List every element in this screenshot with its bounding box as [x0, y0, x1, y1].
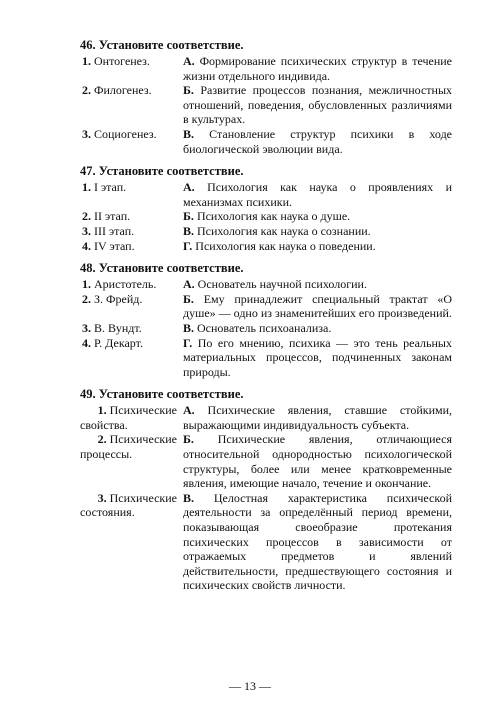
left-term [80, 321, 183, 336]
item-definition: Психические явления, ставшие стойкими, выражающими индивидуальность субъекта. [183, 403, 453, 432]
right-definition [183, 491, 452, 593]
item-number: 1. [82, 180, 91, 195]
item-term-line-2: состояния. [80, 505, 135, 520]
item-number: 1. [82, 54, 91, 68]
match-pair [80, 224, 452, 239]
left-term [80, 292, 183, 307]
match-pair [80, 209, 452, 224]
item-letter: Б. [183, 291, 194, 306]
item-term: III этап. [94, 223, 135, 238]
left-term [80, 239, 183, 254]
item-number: 2. [97, 432, 107, 447]
question-47 [80, 164, 452, 253]
item-number: 2. [82, 83, 91, 98]
right-definition [183, 239, 452, 254]
item-term: З. Фрейд. [94, 291, 143, 306]
left-term [80, 127, 183, 142]
item-definition: Психология как наука о сознании. [197, 223, 371, 238]
left-term [80, 83, 183, 98]
item-letter: В. [183, 223, 195, 238]
item-definition: Основатель психоанализа. [197, 320, 332, 335]
left-term [80, 209, 183, 224]
item-definition: Психология как наука о поведении. [195, 238, 376, 253]
page-content [80, 38, 452, 601]
left-term [80, 277, 183, 292]
item-number: 2. [82, 291, 91, 306]
right-definition [183, 224, 452, 239]
item-term-line-2: свойства. [80, 417, 128, 432]
question-title: 46. Установите соответствие. [80, 38, 244, 52]
question-46 [80, 38, 452, 156]
item-term: Филогенез. [94, 83, 152, 98]
item-letter: В. [183, 490, 195, 505]
item-term: Р. Декарт. [94, 335, 143, 350]
match-pair [80, 277, 452, 292]
item-letter: В. [183, 320, 195, 335]
item-term-line-2: процессы. [80, 447, 133, 462]
match-pair [80, 403, 452, 432]
right-definition [183, 277, 452, 292]
right-definition [183, 432, 452, 490]
left-term [80, 432, 183, 461]
match-pair [80, 239, 452, 254]
item-definition: Психические явления, отличающиеся относительной однородностью психологической структуры, более или менее кратковременные явления, имеющие начало, течение и окончание. [183, 432, 452, 491]
match-pair [80, 292, 452, 321]
match-pair [80, 180, 452, 209]
left-term [80, 180, 183, 195]
item-definition: Развитие процессов познания, межличностных отношений, поведения, обусловленных различиями в культурах. [183, 83, 452, 127]
item-term: В. Вундт. [94, 320, 142, 335]
match-pair [80, 127, 452, 156]
question-title: 47. Установите соответствие. [80, 164, 244, 179]
item-definition: Ему принадлежит специальный трактат «О душе» — одно из знаменитейших его произведений. [183, 291, 452, 321]
item-letter: Б. [183, 83, 194, 98]
item-letter: А. [183, 54, 195, 68]
question-title: 48. Установите соответствие. [80, 261, 244, 276]
right-definition [183, 321, 452, 336]
item-letter: А. [183, 180, 195, 195]
item-number: 3. [97, 490, 107, 505]
left-term [80, 491, 183, 520]
item-number: 4. [82, 238, 91, 253]
right-definition [183, 403, 452, 432]
left-term [80, 224, 183, 239]
item-term: IV этап. [94, 238, 135, 253]
match-pair [80, 54, 452, 83]
item-number: 3. [82, 320, 91, 335]
match-pair [80, 321, 452, 336]
match-pair [80, 491, 452, 593]
item-definition: Становление структур психики в ходе биологической эволюции вида. [183, 126, 452, 156]
item-definition: Психология как наука о проявлениях и механизмах психики. [183, 180, 452, 209]
item-letter: Г. [183, 238, 193, 253]
right-definition [183, 180, 452, 209]
item-letter: Б. [183, 209, 194, 224]
item-number: 1. [82, 277, 91, 292]
match-pair [80, 432, 452, 490]
item-definition: Целостная характеристика психической деятельности за определённый период времени, показывающая своеобразие протекания психических процессов в зависимости от отражаемых предметов и явлений действительности, предшествующего состояния и психических свойств личности. [183, 490, 452, 593]
item-definition: По его мнению, психика — это тень реальных материальных процессов, подчиненных законам природы. [183, 335, 452, 379]
item-term: I этап. [94, 180, 127, 195]
item-definition: Психология как наука о душе. [196, 209, 351, 224]
item-definition: Формирование психических структур в течение жизни отдельного индивида. [183, 54, 453, 83]
item-term: II этап. [94, 209, 131, 224]
right-definition [183, 83, 452, 127]
item-letter: В. [183, 126, 195, 141]
match-pair [80, 336, 452, 380]
item-definition: Основатель научной психологии. [197, 277, 367, 292]
left-term [80, 403, 183, 432]
item-letter: А. [183, 277, 195, 292]
left-term [80, 54, 183, 69]
item-number: 2. [82, 209, 91, 224]
question-48 [80, 261, 452, 379]
match-pair [80, 83, 452, 127]
right-definition [183, 336, 452, 380]
item-letter: Г. [183, 335, 193, 350]
item-number: 1. [97, 403, 107, 418]
question-49 [80, 387, 452, 593]
question-title: 49. Установите соответствие. [80, 387, 244, 402]
item-number: 3. [82, 126, 91, 141]
item-letter: А. [183, 403, 195, 418]
item-number: 4. [82, 335, 91, 350]
left-term [80, 336, 183, 351]
item-letter: Б. [183, 432, 194, 447]
item-term: Аристотель. [94, 277, 157, 292]
page-number: — 13 — [229, 679, 271, 693]
right-definition [183, 54, 452, 83]
item-term: Социогенез. [94, 126, 157, 141]
item-term: Онтогенез. [94, 54, 150, 68]
right-definition [183, 209, 452, 224]
right-definition [183, 127, 452, 156]
item-term-line-1: Психические [109, 432, 177, 447]
item-number: 3. [82, 223, 91, 238]
item-term-line-1: Психические [109, 403, 177, 418]
right-definition [183, 292, 452, 321]
item-term-line-1: Психические [109, 490, 177, 505]
